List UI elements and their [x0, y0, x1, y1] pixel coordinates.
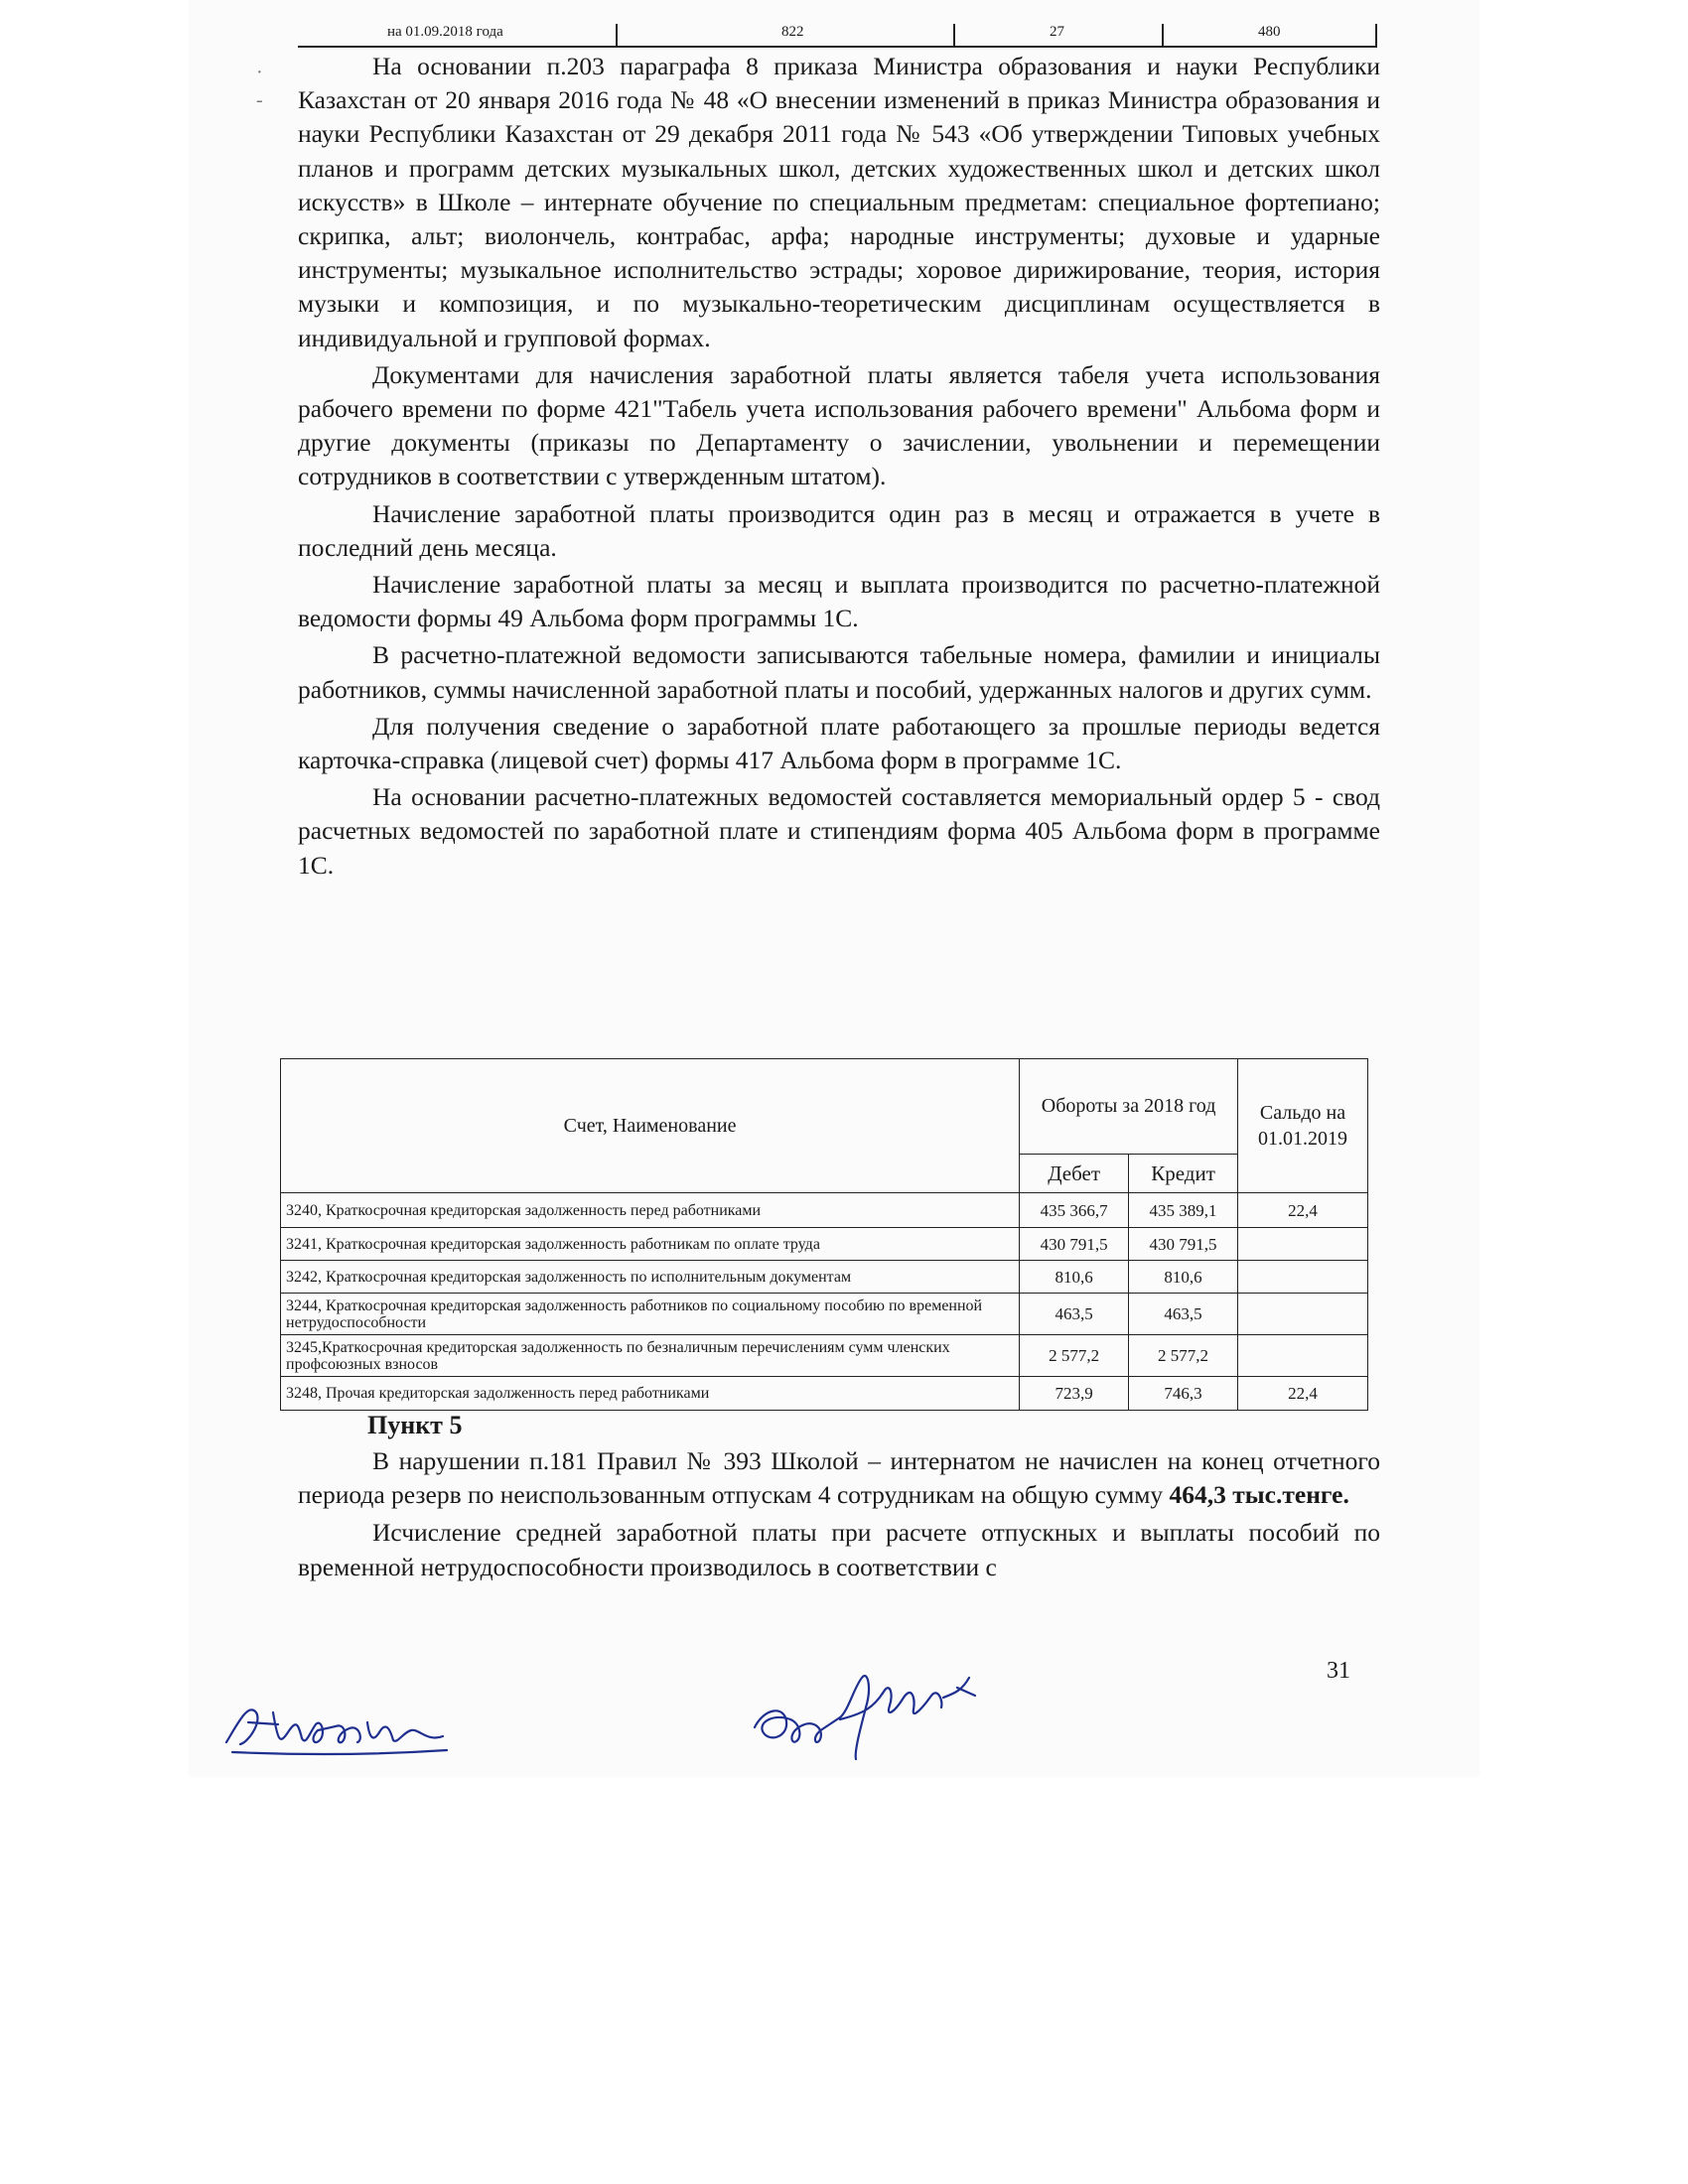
table-row: [281, 1335, 1368, 1377]
header-credit: Кредит: [1129, 1154, 1238, 1192]
cell-balance: 22,4: [1238, 1193, 1368, 1228]
cell-balance: [1238, 1228, 1368, 1261]
cell-debit: 463,5: [1020, 1294, 1129, 1335]
header-debit: Дебет: [1020, 1154, 1129, 1192]
cell-credit: 435 389,1: [1129, 1193, 1238, 1228]
fragment-value: 480: [1258, 24, 1281, 40]
fragment-value: 822: [781, 24, 804, 40]
header-balance: Сальдо на 01.01.2019: [1238, 1059, 1368, 1193]
table-row: [281, 1261, 1368, 1294]
cell-balance: [1238, 1294, 1368, 1335]
body-text: [298, 50, 1380, 883]
margin-mark: -: [256, 89, 263, 111]
paragraph-text: В нарушении п.181 Правил № 393 Школой – интернатом не начислен на конец отчетного периода резерв по неиспользованным отпускам 4 сотрудникам на общую сумму: [298, 1446, 1380, 1510]
margin-mark: ·: [256, 62, 263, 83]
cell-account: 3248, Прочая кредиторская задолженность перед работниками: [281, 1377, 1020, 1411]
cell-debit: 723,9: [1020, 1377, 1129, 1411]
cell-balance: [1238, 1261, 1368, 1294]
fragment-date: на 01.09.2018 года: [387, 24, 503, 40]
cell-account: 3240, Краткосрочная кредиторская задолженность перед работниками: [281, 1193, 1020, 1228]
paragraph: В расчетно-платежной ведомости записываются табельные номера, фамилии и инициалы работников, суммы начисленной заработной платы и пособий, удержанных налогов и других сумм.: [298, 640, 1380, 704]
cell-account: 3245,Краткосрочная кредиторская задолженность по безналичным перечислениям сумм членских профсоюзных взносов: [281, 1335, 1020, 1377]
page-number: 31: [1327, 1658, 1350, 1684]
table-header-row: [281, 1059, 1368, 1155]
header-account: Счет, Наименование: [281, 1059, 1020, 1193]
cell-credit: 2 577,2: [1129, 1335, 1238, 1377]
cell-credit: 746,3: [1129, 1377, 1238, 1411]
fragment-cell: [953, 24, 1164, 48]
cell-debit: 430 791,5: [1020, 1228, 1129, 1261]
fragment-cell: [1162, 24, 1377, 48]
paragraph: Исчисление средней заработной платы при расчете отпускных и выплаты пособий по временной нетрудоспособности производилось в соответствии с: [298, 1518, 1380, 1581]
paragraph: Документами для начисления заработной платы является табеля учета использования рабочего времени по форме 421"Табель учета использования рабочего времени" Альбома форм и другие документы (приказы по Департаменту о зачислении, увольнении и перемещении сотрудников в соответствии с утвержденным штатом).: [298, 359, 1380, 491]
body-text: [298, 1444, 1380, 1584]
paragraph: Начисление заработной платы за месяц и выплата производится по расчетно-платежной ведомости формы 49 Альбома форм программы 1С.: [298, 570, 1380, 633]
paragraph: Начисление заработной платы производится один раз в месяц и отражается в учете в последний день месяца.: [298, 498, 1380, 562]
ledger-table: [280, 1058, 1368, 1411]
fragment-value: 27: [1050, 24, 1064, 40]
table-row: [281, 1193, 1368, 1228]
cell-balance: [1238, 1335, 1368, 1377]
cell-account: 3242, Краткосрочная кредиторская задолженность по исполнительным документам: [281, 1261, 1020, 1294]
signature-right: [745, 1648, 1003, 1767]
cell-account: 3244, Краткосрочная кредиторская задолженность работников по социальному пособию по временной нетрудоспособности: [281, 1294, 1020, 1335]
cell-account: 3241, Краткосрочная кредиторская задолженность работникам по оплате труда: [281, 1228, 1020, 1261]
table-row: [281, 1228, 1368, 1261]
table-row: [281, 1377, 1368, 1411]
cell-credit: 810,6: [1129, 1261, 1238, 1294]
header-turnover: Обороты за 2018 год: [1020, 1059, 1238, 1155]
paragraph: На основании расчетно-платежных ведомостей составляется мемориальный ордер 5 - свод расчетных ведомостей по заработной плате и стипендиям форма 405 Альбома форм в программе 1С.: [298, 782, 1380, 880]
section-heading: Пункт 5: [367, 1411, 463, 1439]
signature-left: [218, 1683, 467, 1762]
paragraph: [298, 1444, 1380, 1512]
fragment-cell: [616, 24, 955, 48]
cell-credit: 430 791,5: [1129, 1228, 1238, 1261]
cell-balance: 22,4: [1238, 1377, 1368, 1411]
paragraph: На основании п.203 параграфа 8 приказа Министра образования и науки Республики Казахстан от 20 января 2016 года № 48 «О внесении изменений в приказ Министра образования и науки Республики Казахстан от 29 декабря 2011 года № 543 «Об утверждении Типовых учебных планов и программ детских музыкальных школ, детских художественных школ и детских школ искусств» в Школе – интернате обучение по специальным предметам: специальное фортепиано; скрипка, альт; виолончель, контрабас, арфа; народные инструменты; духовые и ударные инструменты; музыкальное исполнительство эстрады; хоровое дирижирование, теория, история музыки и композиция, и по музыкально-теоретическим дисциплинам осуществляется в индивидуальной и групповой формах.: [298, 52, 1380, 352]
cell-debit: 2 577,2: [1020, 1335, 1129, 1377]
fragment-cell: [298, 24, 616, 48]
cell-credit: 463,5: [1129, 1294, 1238, 1335]
cell-debit: 435 366,7: [1020, 1193, 1129, 1228]
amount-bold: 464,3 тыс.тенге.: [1169, 1480, 1349, 1510]
cell-debit: 810,6: [1020, 1261, 1129, 1294]
paragraph: Для получения сведение о заработной плате работающего за прошлые периоды ведется карточка-справка (лицевой счет) формы 417 Альбома форм в программе 1С.: [298, 711, 1380, 775]
table-fragment-row: [298, 22, 1375, 48]
table-row: [281, 1294, 1368, 1335]
